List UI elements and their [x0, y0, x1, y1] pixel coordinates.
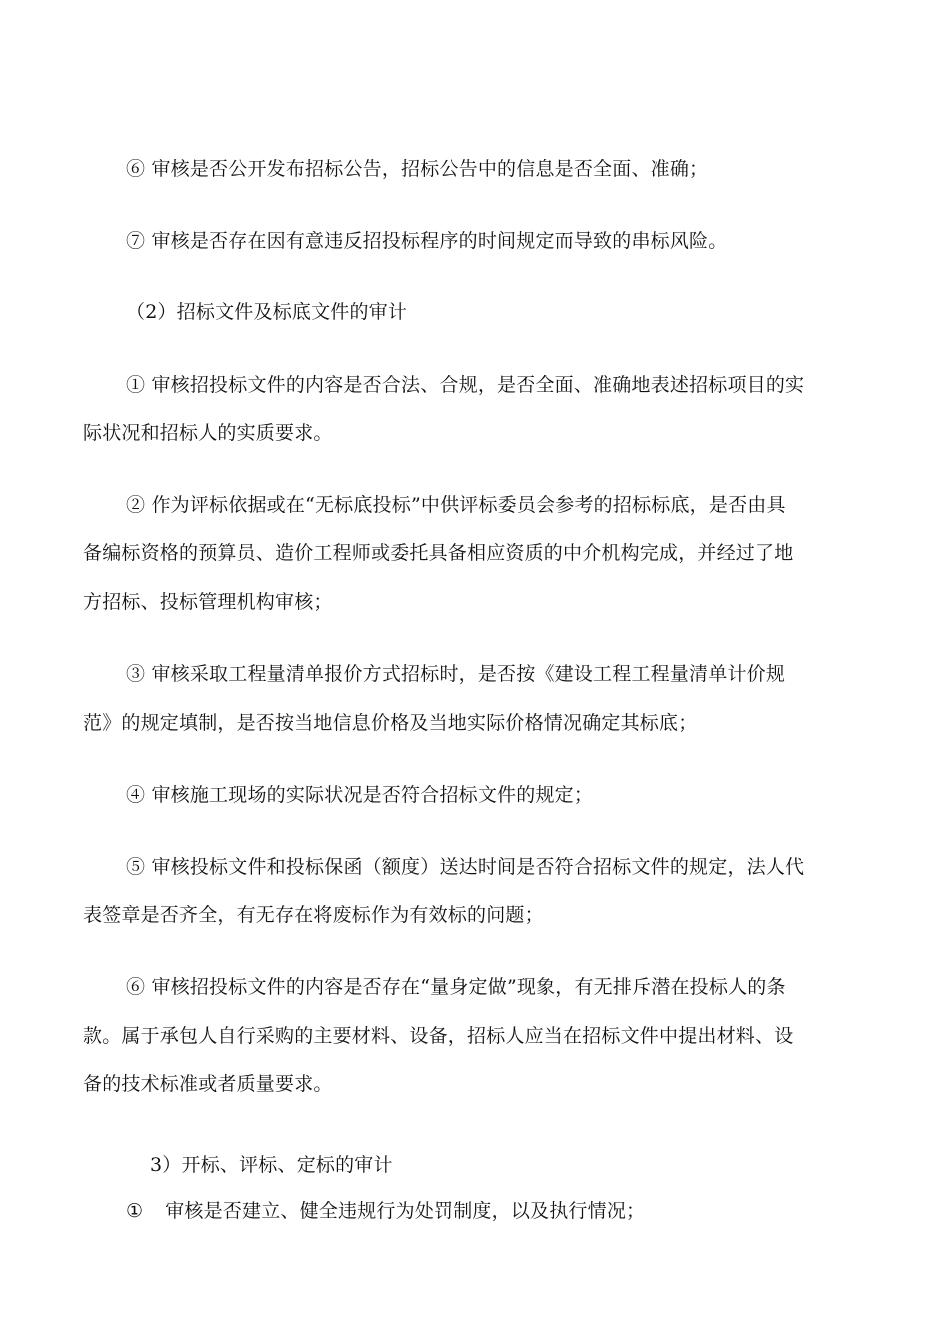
- paragraph-item-7-collusion-risk: ⑦ 审核是否存在因有意违反招投标程序的时间规定而导致的串标风险。: [126, 230, 728, 252]
- paragraph-item-5-line-2: 表签章是否齐全，有无存在将废标作为有效标的问题；: [83, 904, 544, 926]
- paragraph-item-2-line-1: ② 作为评标依据或在“无标底投标”中供评标委员会参考的招标标底，是否由具: [126, 494, 786, 516]
- paragraph-item-1-penalty-system: [126, 1199, 950, 1223]
- paragraph-item-1-line-1: ① 审核招投标文件的内容是否合法、合规，是否全面、准确地表述招标项目的实: [126, 374, 805, 396]
- section-heading-2: （2）招标文件及标底文件的审计: [126, 301, 408, 323]
- paragraph-item-6-bid-notice: ⑥ 审核是否公开发布招标公告，招标公告中的信息是否全面、准确；: [126, 158, 709, 180]
- paragraph-item-6-line-1: ⑥ 审核招投标文件的内容是否存在“量身定做”现象，有无排斥潜在投标人的条: [126, 976, 786, 998]
- paragraph-item-3-line-1: ③ 审核采取工程量清单报价方式招标时，是否按《建设工程工程量清单计价规: [126, 663, 786, 685]
- paragraph-item-6-line-2: 款。属于承包人自行采购的主要材料、设备，招标人应当在招标文件中提出材料、设: [83, 1025, 794, 1047]
- section-heading-3: 3）开标、评标、定标的审计: [150, 1154, 393, 1176]
- paragraph-item-3-line-2: 范》的规定填制，是否按当地信息价格及当地实际价格情况确定其标底；: [83, 712, 698, 734]
- item-text: 审核是否建立、健全违规行为处罚制度，以及执行情况；: [165, 1200, 646, 1222]
- paragraph-item-2-line-2: 备编标资格的预算员、造价工程师或委托具备相应资质的中介机构完成，并经过了地: [83, 542, 794, 564]
- paragraph-item-6-line-3: 备的技术标准或者质量要求。: [83, 1073, 333, 1095]
- item-number: ①: [126, 1200, 144, 1222]
- paragraph-item-5-line-1: ⑤ 审核投标文件和投标保函（额度）送达时间是否符合招标文件的规定，法人代: [126, 856, 805, 878]
- paragraph-item-4-site-conditions: ④ 审核施工现场的实际状况是否符合招标文件的规定；: [126, 784, 594, 806]
- paragraph-item-2-line-3: 方招标、投标管理机构审核；: [83, 591, 333, 613]
- paragraph-item-1-line-2: 际状况和招标人的实质要求。: [83, 422, 333, 444]
